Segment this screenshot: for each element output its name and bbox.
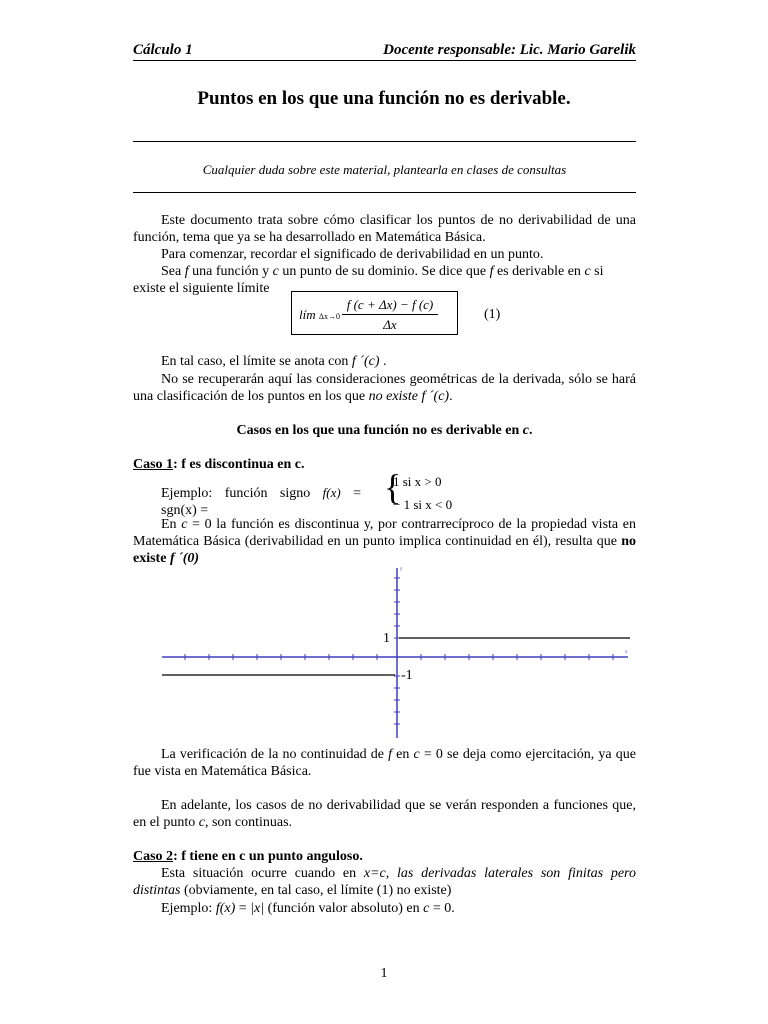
case-1-example: Ejemplo: función signo f(x) = sgn(x) = xyxy=(161,485,361,518)
continuity-paragraph: En adelante, los casos de no derivabilidad que se verán responden a funciones que, en el punto c, son continuas. xyxy=(133,798,636,830)
piecewise-case-bottom: − 1 si x < 0 xyxy=(393,497,453,512)
header-course: Cálculo 1 xyxy=(133,42,193,58)
case-2-heading: Caso 2: f tiene en c un punto anguloso. xyxy=(133,849,363,864)
fraction-bar xyxy=(342,314,438,315)
label-one: 1 xyxy=(383,631,390,646)
y-axis-label: y xyxy=(400,567,403,572)
limit-symbol: lím Δx→0 xyxy=(299,307,341,322)
derivative-limit-formula xyxy=(291,291,458,335)
header-divider xyxy=(133,60,636,61)
consult-note: Cualquier duda sobre este material, plantearla en clases de consultas xyxy=(202,162,567,177)
intro-paragraph-2: Para comenzar, recordar el significado de derivabilidad en un punto. xyxy=(161,247,544,262)
x-axis-label: x xyxy=(625,650,628,655)
derivative-notation-paragraph: En tal caso, el límite se anota con f ´(c) . xyxy=(161,354,387,369)
intro-paragraph-3: Sea f una función y c un punto de su dominio. Se dice que f es derivable en c si xyxy=(161,264,604,279)
formula-denominator: Δx xyxy=(383,317,397,332)
divider-top xyxy=(133,141,636,142)
formula-number: (1) xyxy=(484,307,501,322)
piecewise-brace: { xyxy=(384,467,402,507)
page-title: Puntos en los que una función no es derivable. xyxy=(197,88,571,109)
classification-paragraph: No se recuperarán aquí las consideraciones geométricas de la derivada, sólo se hará una clasificación de los puntos en los que no existe f ´(c). xyxy=(133,372,636,404)
verification-paragraph: La verificación de la no continuidad de f en c = 0 se deja como ejercitación, ya que fue vista en Matemática Básica. xyxy=(133,747,636,779)
sign-function-graph xyxy=(0,560,768,742)
intro-paragraph-1: Este documento trata sobre cómo clasificar los puntos de no derivabilidad de una función, tema que ya se ha desarrollado en Matemática Básica. xyxy=(133,213,636,245)
case-1-discontinuity-paragraph: En c = 0 la función es discontinua y, por contrarrecíproco de la propiedad vista en Matemática Básica (derivabilidad en un punto implica continuidad en él), resulta que no existe f ´(0) xyxy=(133,517,636,566)
header-teacher: Docente responsable: Lic. Mario Garelik xyxy=(383,42,636,58)
piecewise-case-top: 1 si x > 0 xyxy=(393,474,442,489)
divider-bottom xyxy=(133,192,636,193)
case-2-paragraph: Esta situación ocurre cuando en x=c, las derivadas laterales son finitas pero distintas (obviamente, en tal caso, el límite (1) no existe) xyxy=(133,866,636,898)
intro-paragraph-3-cont: existe el siguiente límite xyxy=(133,281,270,296)
section-title: Casos en los que una función no es derivable en c. xyxy=(236,423,533,438)
label-minus-one: -1 xyxy=(401,668,413,683)
case-2-example: Ejemplo: f(x) = |x| (función valor absoluto) en c = 0. xyxy=(161,901,455,916)
page-number: 1 xyxy=(380,966,388,981)
formula-numerator: f (c + Δx) − f (c) xyxy=(346,297,434,312)
case-1-heading: Caso 1: f es discontinua en c. xyxy=(133,457,305,472)
